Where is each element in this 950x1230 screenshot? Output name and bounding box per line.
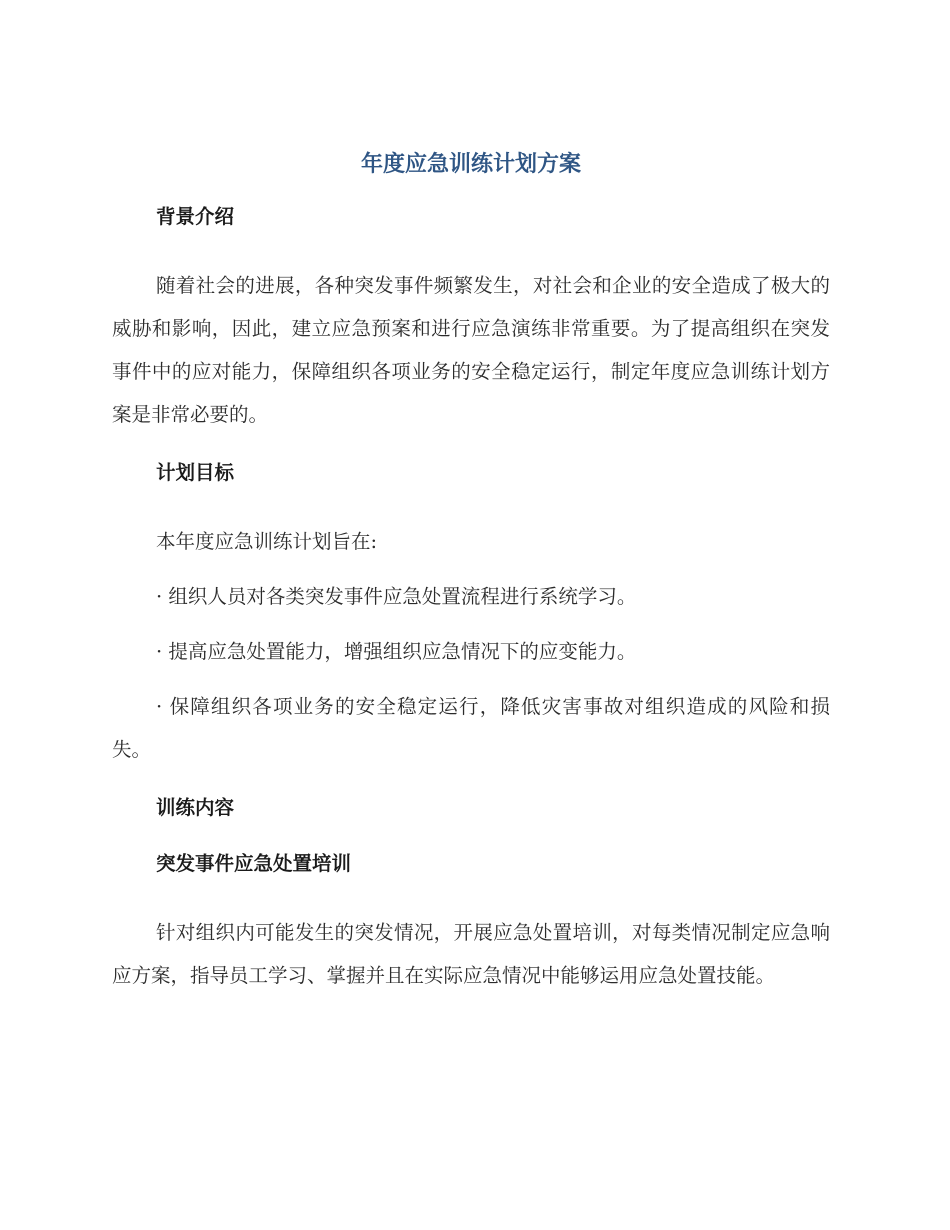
goal-item: · 组织人员对各类突发事件应急处置流程进行系统学习。 <box>156 585 637 608</box>
section-heading-goals: 计划目标 <box>156 461 235 484</box>
goals-intro: 本年度应急训练计划旨在: <box>156 530 378 553</box>
training-paragraph: 针对组织内可能发生的突发情况，开展应急处置培训，对每类情况制定应急响应方案，指导员工学习、掌握并且在实际应急情况中能够运用应急处置技能。 <box>112 921 830 987</box>
goal-item: · 提高应急处置能力，增强组织应急情况下的应变能力。 <box>156 640 637 663</box>
goal-item: · 保障组织各项业务的安全稳定运行，降低灾害事故对组织造成的风险和损失。 <box>112 695 830 761</box>
section-heading-background: 背景介绍 <box>156 205 235 228</box>
section-heading-content: 训练内容 <box>156 796 235 819</box>
document-page <box>112 143 830 997</box>
subsection-heading-training: 突发事件应急处置培训 <box>156 852 352 875</box>
background-paragraph: 随着社会的进展，各种突发事件频繁发生，对社会和企业的安全造成了极大的威胁和影响，因此，建立应急预案和进行应急演练非常重要。为了提高组织在突发事件中的应对能力，保障组织各项业务的安全稳定运行，制定年度应急训练计划方案是非常必要的。 <box>112 274 830 426</box>
document-title: 年度应急训练计划方案 <box>360 152 581 177</box>
